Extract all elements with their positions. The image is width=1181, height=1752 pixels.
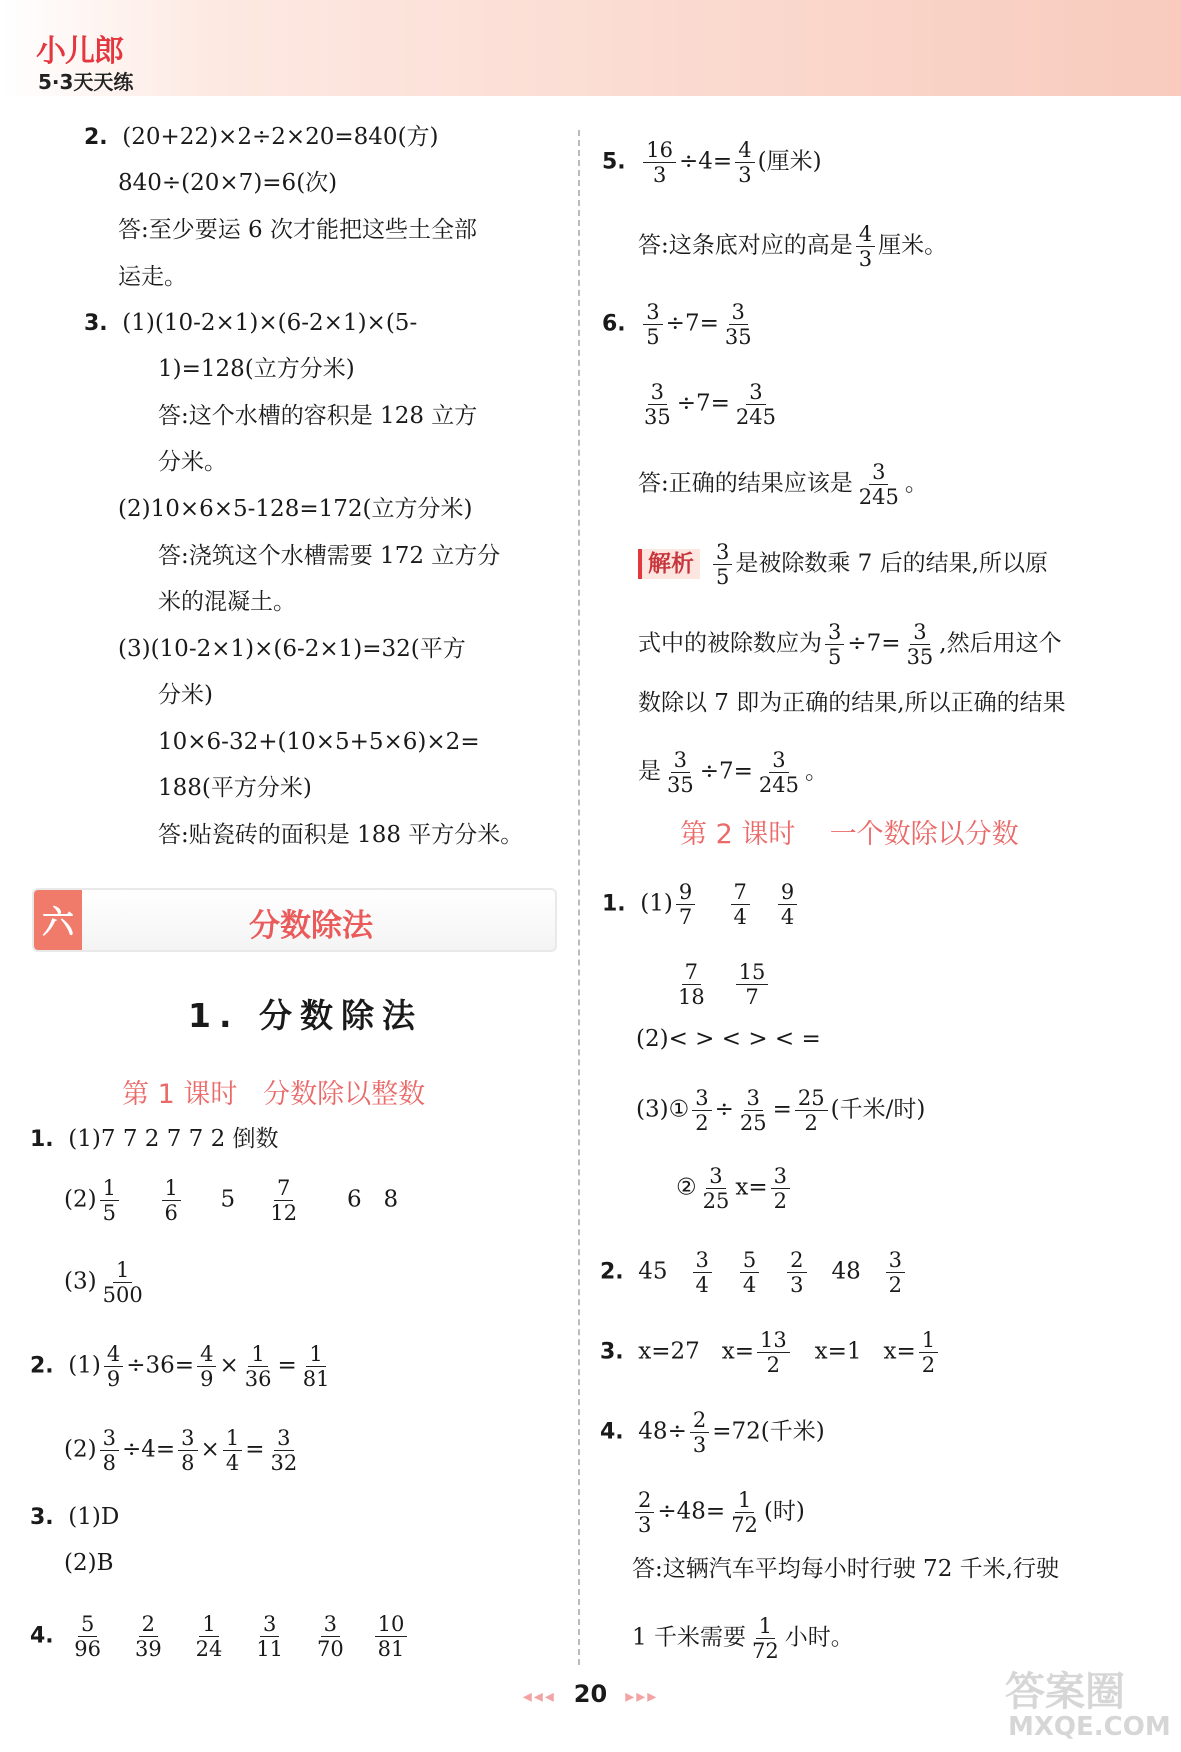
numerator: 1 — [248, 1342, 267, 1367]
answer-text: 小时。 — [784, 1624, 854, 1651]
part-label: (1) — [68, 1352, 101, 1379]
analysis-text: 是 — [638, 758, 661, 785]
fraction — [886, 1248, 905, 1297]
operator: ÷ — [714, 1096, 734, 1123]
fraction — [300, 1342, 333, 1391]
q3-line6: 答:浇筑这个水槽需要 172 立方分 — [158, 543, 501, 569]
denominator: 4 — [733, 905, 747, 929]
denominator: 12 — [270, 1201, 298, 1225]
q2-line1 — [84, 122, 439, 153]
q6-number: 6. — [602, 311, 626, 337]
numerator: 2 — [139, 1612, 158, 1637]
fraction — [728, 1488, 761, 1537]
denominator: 72 — [751, 1639, 779, 1663]
analysis-line3: 数除以 7 即为正确的结果,所以正确的结果 — [638, 690, 1066, 716]
l1-q1-line2 — [64, 1176, 398, 1225]
denominator: 4 — [695, 1273, 709, 1297]
denominator: 18 — [678, 985, 705, 1009]
l1-q3-line2: (2)B — [64, 1550, 114, 1576]
fraction — [100, 1258, 146, 1307]
numerator: 3 — [100, 1426, 119, 1451]
page-header — [0, 0, 1181, 96]
fraction — [722, 300, 755, 349]
denominator: 32 — [270, 1451, 298, 1475]
answer-text: 厘米。 — [878, 232, 948, 259]
denominator: 72 — [731, 1513, 758, 1537]
numerator: 5 — [740, 1248, 759, 1273]
part-label: (3)① — [636, 1096, 690, 1123]
value: x= — [721, 1338, 754, 1365]
numerator: 3 — [706, 1164, 725, 1189]
numerator: 4 — [197, 1342, 216, 1367]
l2-q1-number: 1. — [602, 891, 626, 917]
operator: ÷7= — [847, 630, 901, 657]
punctuation: 。 — [805, 758, 829, 785]
l1-q2-number: 2. — [30, 1353, 54, 1379]
numerator: 16 — [643, 138, 676, 163]
denominator: 35 — [667, 773, 694, 797]
fraction — [856, 460, 902, 509]
denominator: 4 — [780, 905, 795, 929]
fraction — [737, 1086, 770, 1135]
q2-text1: (20+22)×2÷2×20=840(方) — [122, 124, 439, 150]
denominator: 5 — [102, 1201, 116, 1225]
denominator: 245 — [758, 773, 800, 797]
denominator: 5 — [716, 565, 730, 589]
value: x= — [883, 1338, 916, 1365]
numerator: 3 — [744, 1086, 763, 1111]
analysis-text: 式中的被除数应为 — [638, 630, 822, 657]
numerator: 1 — [919, 1328, 938, 1353]
l2-q4-answer2 — [632, 1614, 854, 1663]
numerator: 3 — [910, 620, 929, 645]
fraction — [100, 1176, 119, 1225]
brand-logo — [28, 18, 218, 98]
value: x=1 — [814, 1338, 862, 1365]
denominator: 2 — [921, 1353, 936, 1377]
prev-arrows-icon: ◂◂◂ — [522, 1686, 556, 1707]
numerator: 3 — [886, 1248, 905, 1273]
denominator: 7 — [745, 985, 759, 1009]
l1-q1-number: 1. — [30, 1127, 54, 1152]
denominator: 7 — [678, 905, 693, 929]
numerator: 7 — [274, 1176, 293, 1201]
numerator: 4 — [104, 1342, 123, 1367]
q5-line1 — [602, 138, 822, 187]
q3-line3: 答:这个水槽的容积是 128 立方 — [158, 403, 478, 429]
analysis-text: ,然后用这个 — [939, 630, 1062, 657]
q2-number: 2. — [84, 125, 108, 150]
l1-q1-text: (1)7 7 2 7 7 2 倒数 — [68, 1126, 279, 1152]
page-number: 20 — [573, 1680, 608, 1708]
fraction — [314, 1612, 347, 1661]
denominator: 35 — [644, 405, 671, 429]
numerator: 1 — [162, 1176, 181, 1201]
part-label: (1) — [640, 890, 673, 917]
l1-q4-line — [30, 1612, 410, 1661]
q3-line11: 188(平方分米) — [158, 775, 312, 801]
fraction — [643, 300, 662, 349]
q3-number: 3. — [84, 311, 108, 336]
denominator: 35 — [906, 645, 934, 669]
analysis-tag: 解析 — [638, 549, 700, 579]
part-label: (2) — [64, 1436, 97, 1463]
fraction — [856, 222, 875, 271]
numerator: 3 — [713, 540, 732, 565]
lesson1-heading — [122, 1072, 425, 1111]
q3-line5: (2)10×6×5-128=172(立方分米) — [118, 496, 473, 522]
denominator: 96 — [74, 1637, 102, 1661]
denominator: 245 — [858, 485, 899, 509]
fraction — [736, 960, 769, 1009]
l1-q2-line1 — [30, 1342, 335, 1391]
q3-line12: 答:贴瓷砖的面积是 188 平方分米。 — [158, 822, 524, 848]
fraction — [162, 1176, 181, 1225]
fraction — [778, 880, 797, 929]
l1-q1-line3 — [64, 1258, 149, 1307]
numerator: 3 — [648, 380, 667, 405]
numerator: 1 — [100, 1176, 119, 1201]
l2-q2-number: 2. — [600, 1259, 624, 1285]
unit-title: 分数除法 — [249, 908, 373, 944]
numerator: 7 — [682, 960, 701, 985]
numerator: 3 — [693, 1248, 712, 1273]
fraction — [664, 748, 697, 797]
lesson1-name: 分数除以整数 — [263, 1079, 426, 1110]
q2-line2: 840÷(20×7)=6(次) — [118, 170, 338, 196]
numerator: 1 — [113, 1258, 132, 1283]
operator: × — [219, 1352, 239, 1379]
value: 8 — [383, 1186, 399, 1213]
analysis-line1 — [638, 540, 1048, 589]
denominator: 24 — [195, 1637, 223, 1661]
unit: (时) — [763, 1498, 805, 1525]
q3-line7: 米的混凝土。 — [158, 589, 296, 615]
numerator: 1 — [756, 1614, 775, 1639]
operator: = — [277, 1352, 297, 1379]
l2-q4-answer1: 答:这辆汽车平均每小时行驶 72 千米,行驶 — [632, 1556, 1059, 1582]
lesson2-name: 一个数除以分数 — [829, 819, 1019, 850]
numerator: 3 — [769, 748, 788, 773]
l2-q1-line2 — [672, 960, 771, 1009]
watermark-url: MXQE.COM — [1008, 1712, 1171, 1742]
analysis-line4 — [638, 748, 828, 797]
fraction — [795, 1086, 828, 1135]
fraction — [193, 1612, 226, 1661]
denominator: 2 — [766, 1353, 781, 1377]
l1-q4-number: 4. — [30, 1623, 54, 1649]
numerator: 2 — [690, 1408, 709, 1433]
l2-q4-line1 — [600, 1408, 825, 1457]
part-label: (2) — [64, 1186, 97, 1213]
fraction — [267, 1176, 300, 1225]
fraction — [690, 1408, 709, 1457]
fraction — [693, 1248, 712, 1297]
fraction — [267, 1426, 300, 1475]
denominator: 81 — [377, 1637, 405, 1661]
fraction — [756, 748, 802, 797]
unit-banner — [32, 888, 557, 952]
fraction — [100, 1426, 119, 1475]
l2-q4-number: 4. — [600, 1419, 624, 1445]
denominator: 25 — [739, 1111, 767, 1135]
denominator: 9 — [200, 1367, 214, 1391]
denominator: 70 — [316, 1637, 344, 1661]
analysis-line2 — [638, 620, 1062, 669]
logo-title: 小儿郎 — [36, 34, 123, 69]
numerator: 3 — [260, 1612, 279, 1637]
q2-line3: 答:至少要运 6 次才能把这些土全部 — [118, 217, 478, 243]
fraction — [104, 1342, 123, 1391]
denominator: 36 — [244, 1367, 272, 1391]
q3-line4: 分米。 — [158, 449, 227, 475]
q2-line4: 运走。 — [118, 264, 187, 290]
numerator: 1 — [306, 1342, 325, 1367]
value: 5 — [220, 1186, 236, 1213]
denominator: 5 — [646, 325, 660, 349]
denominator: 25 — [702, 1189, 730, 1213]
fraction — [635, 1488, 654, 1537]
fraction — [71, 1612, 104, 1661]
fraction — [178, 1426, 197, 1475]
l2-q1-line1 — [602, 880, 800, 929]
operator: ÷36= — [126, 1352, 195, 1379]
fraction — [643, 138, 676, 187]
fraction — [700, 1164, 733, 1213]
l2-q3-line — [600, 1328, 941, 1377]
denominator: 81 — [302, 1367, 330, 1391]
fraction — [733, 380, 779, 429]
fraction — [757, 1328, 790, 1377]
denominator: 3 — [652, 163, 667, 187]
punctuation: 。 — [904, 470, 928, 497]
fraction — [787, 1248, 806, 1297]
operator: = — [772, 1096, 792, 1123]
fraction — [132, 1612, 165, 1661]
numerator: 13 — [757, 1328, 790, 1353]
part-label: ② — [676, 1174, 697, 1201]
fraction — [919, 1328, 938, 1377]
l2-q3-number: 3. — [600, 1339, 624, 1365]
numerator: 3 — [869, 460, 888, 485]
numerator: 3 — [692, 1086, 711, 1111]
denominator: 2 — [773, 1189, 787, 1213]
lesson2-label: 第 2 课时 — [680, 819, 796, 850]
fraction — [253, 1612, 286, 1661]
lesson2-heading — [680, 812, 1019, 851]
denominator: 11 — [256, 1637, 284, 1661]
numerator: 3 — [729, 300, 748, 325]
operator: = — [245, 1436, 265, 1463]
page-footer — [0, 1680, 1181, 1708]
fraction — [713, 540, 732, 589]
unit-number: 六 — [34, 890, 82, 950]
value: 45 — [638, 1258, 668, 1285]
fraction — [676, 880, 695, 929]
q5-answer — [638, 222, 947, 271]
l2-q4-line2 — [632, 1488, 805, 1537]
l2-q1-line4 — [636, 1086, 925, 1135]
denominator: 4 — [742, 1273, 757, 1297]
q3-line1 — [84, 308, 417, 339]
l1-q3-line1 — [30, 1502, 119, 1533]
q3-line2: 1)=128(立方分米) — [158, 356, 355, 382]
numerator: 4 — [735, 138, 754, 163]
denominator: 3 — [738, 163, 752, 187]
denominator: 8 — [102, 1451, 116, 1475]
operator: ÷7= — [665, 310, 719, 337]
denominator: 4 — [225, 1451, 240, 1475]
denominator: 9 — [106, 1367, 121, 1391]
column-divider — [578, 130, 580, 1665]
q3-line10: 10×6-32+(10×5+5×6)×2= — [158, 729, 480, 755]
operator: ÷48= — [657, 1498, 726, 1525]
numerator: 25 — [795, 1086, 828, 1111]
numerator: 3 — [178, 1426, 197, 1451]
q5-number: 5. — [602, 149, 626, 175]
denominator: 35 — [724, 325, 752, 349]
l2-q1-line3: (2)< > < > < = — [636, 1026, 821, 1052]
l1-q2-line2 — [64, 1426, 303, 1475]
numerator: 3 — [274, 1426, 293, 1451]
numerator: 1 — [199, 1612, 218, 1637]
fraction — [223, 1426, 242, 1475]
fraction — [242, 1342, 275, 1391]
l2-q1-line5 — [676, 1164, 793, 1213]
numerator: 3 — [321, 1612, 340, 1637]
logo-subtitle: 5·3天天练 — [38, 70, 134, 94]
denominator: 2 — [888, 1273, 903, 1297]
fraction — [825, 620, 844, 669]
operator: ÷4= — [679, 148, 733, 175]
numerator: 9 — [778, 880, 797, 905]
operator: ÷4= — [121, 1436, 176, 1463]
unit: (厘米) — [757, 148, 822, 175]
fraction — [197, 1342, 216, 1391]
lesson1-label: 第 1 课时 — [122, 1079, 238, 1110]
part-label: (3) — [64, 1268, 97, 1295]
fraction — [771, 1164, 790, 1213]
fraction — [749, 1614, 782, 1663]
q6-line1 — [602, 300, 758, 349]
numerator: 1 — [223, 1426, 242, 1451]
l1-q3-text1: (1)D — [68, 1504, 120, 1530]
fraction — [731, 880, 750, 929]
numerator: 7 — [731, 880, 750, 905]
fraction — [641, 380, 674, 429]
denominator: 500 — [102, 1283, 143, 1307]
numerator: 3 — [771, 1164, 790, 1189]
denominator: 3 — [692, 1433, 707, 1457]
denominator: 5 — [828, 645, 842, 669]
denominator: 3 — [858, 247, 873, 271]
q6-answer — [638, 460, 928, 509]
operator: =72(千米) — [712, 1418, 825, 1445]
operator: 48÷ — [638, 1418, 687, 1445]
numerator: 10 — [375, 1612, 408, 1637]
fraction — [675, 960, 708, 1009]
value: 48 — [831, 1258, 861, 1285]
fraction — [735, 138, 754, 187]
answer-text: 1 千米需要 — [632, 1624, 746, 1651]
value: 6 — [346, 1186, 362, 1213]
denominator: 2 — [695, 1111, 709, 1135]
section-title: 1. 分数除法 — [188, 996, 423, 1035]
denominator: 245 — [735, 405, 777, 429]
numerator: 3 — [746, 380, 765, 405]
q6-line2 — [638, 380, 782, 429]
denominator: 8 — [181, 1451, 195, 1475]
operator: × — [200, 1436, 220, 1463]
next-arrows-icon: ▸▸▸ — [625, 1686, 659, 1707]
fraction — [740, 1248, 759, 1297]
numerator: 3 — [825, 620, 844, 645]
operator: ÷7= — [676, 390, 730, 417]
numerator: 2 — [787, 1248, 806, 1273]
answer-text: 答:这条底对应的高是 — [638, 232, 853, 259]
numerator: 1 — [735, 1488, 754, 1513]
denominator: 39 — [134, 1637, 162, 1661]
denominator: 6 — [164, 1201, 178, 1225]
l1-q1-line1 — [30, 1124, 279, 1155]
unit: (千米/时) — [830, 1096, 926, 1123]
l1-q3-number: 3. — [30, 1505, 54, 1530]
q3-line8: (3)(10-2×1)×(6-2×1)=32(平方 — [118, 636, 466, 662]
numerator: 2 — [635, 1488, 654, 1513]
operator: x= — [735, 1174, 768, 1201]
denominator: 2 — [804, 1111, 818, 1135]
numerator: 3 — [643, 300, 662, 325]
value: x=27 — [638, 1338, 700, 1365]
watermark-logo: 答案圈 — [1005, 1669, 1125, 1715]
analysis-text: 是被除数乘 7 后的结果,所以原 — [735, 550, 1048, 577]
answer-text: 答:正确的结果应该是 — [638, 470, 853, 497]
l2-q2-line — [600, 1248, 908, 1297]
fraction — [375, 1612, 408, 1661]
fraction — [692, 1086, 711, 1135]
q3-text1: (1)(10-2×1)×(6-2×1)×(5- — [122, 310, 418, 336]
q3-line9: 分米) — [158, 682, 213, 708]
numerator: 15 — [736, 960, 769, 985]
denominator: 3 — [638, 1513, 652, 1537]
numerator: 4 — [856, 222, 875, 247]
operator: ÷7= — [699, 758, 753, 785]
numerator: 3 — [671, 748, 690, 773]
numerator: 5 — [78, 1612, 97, 1637]
denominator: 3 — [790, 1273, 804, 1297]
fraction — [904, 620, 937, 669]
numerator: 9 — [676, 880, 695, 905]
